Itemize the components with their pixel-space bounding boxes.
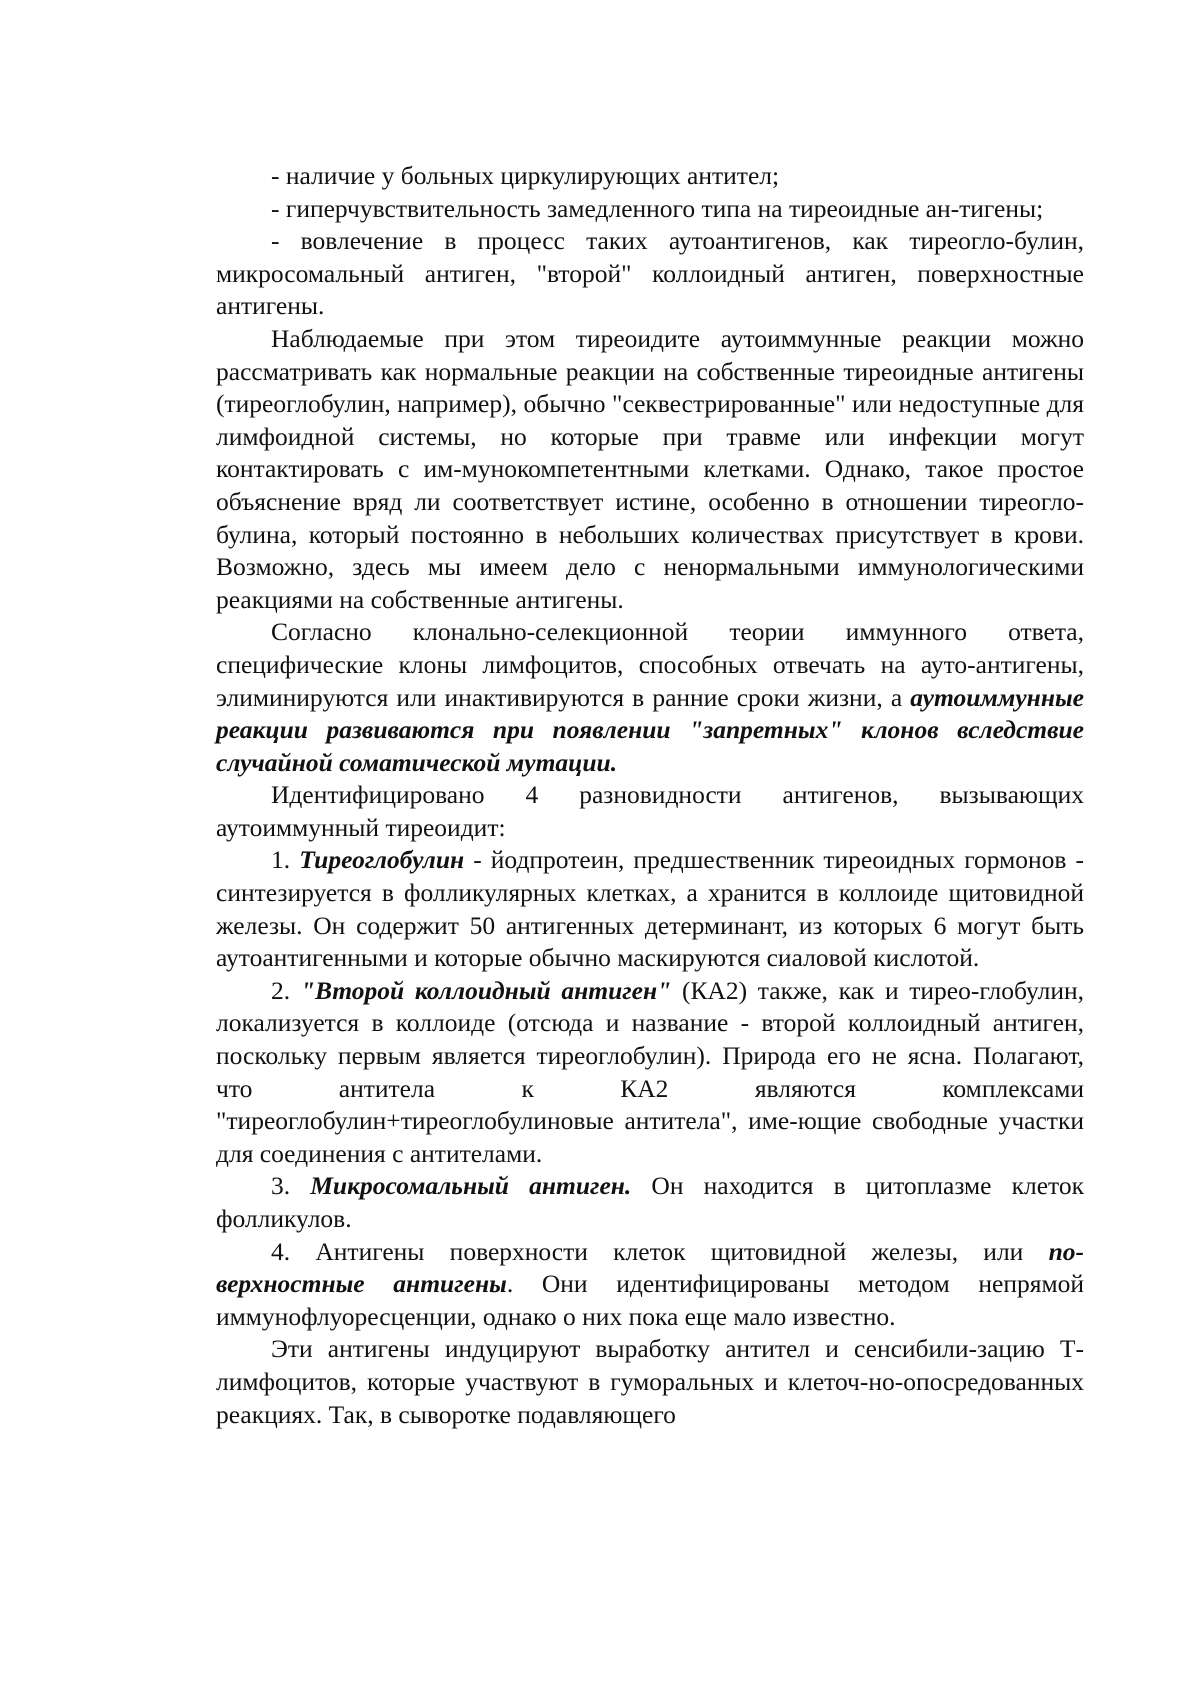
paragraph-antibody-production: Эти антигены индуцируют выработку антител и сенсибили-зацию Т-лимфоцитов, которые участвуют в гуморальных и клеточ-но-опосредованных реакциях. Так, в сыворотке подавляющего: [216, 1334, 1084, 1429]
document-page: [216, 160, 1084, 1431]
antigen-pre-text: Антигены поверхности клеток щитовидной железы, или: [315, 1236, 1049, 1266]
antigen-number: 2.: [271, 975, 301, 1005]
clonal-selection-text: Согласно клонально-селекционной теории иммунного ответа, специфические клоны лимфоцитов, способных отвечать на ауто-антигены, элиминируются или инактивируются в ранние сроки жизни, а: [216, 617, 1084, 712]
list-item-delayed-hypersensitivity: - гиперчувствительность замедленного типа на тиреоидные ан-тигены;: [271, 193, 1044, 223]
paragraph-clonal-selection: [216, 616, 1084, 779]
antigen-term: по-верхностные антигены: [216, 1236, 1084, 1299]
antigen-term: Микросомальный антиген.: [310, 1171, 632, 1201]
antigen-number: 1.: [271, 845, 300, 875]
antigen-number: 4.: [271, 1236, 316, 1266]
antigen-term: Тиреоглобулин: [299, 845, 465, 875]
list-item-circulating-antibodies: - наличие у больных циркулирующих антител;: [271, 161, 780, 190]
antigen-number: 3.: [271, 1171, 311, 1201]
paragraph-autoimmune-reactions: Наблюдаемые при этом тиреоидите аутоиммунные реакции можно рассматривать как нормальные реакции на собственные тиреоидные антигены (тиреоглобулин, например), обычно "секвестрированные" или недоступные для лимфоидной системы, но которые при травме или инфекции могут контактировать с им-мунокомпетентными клетками. Однако, такое простое объяснение вряд ли соответствует истине, особенно в отношении тиреогло-булина, который постоянно в небольших количествах присутствует в крови. Возможно, здесь мы имеем дело с ненормальными иммунологическими реакциями на собственные антигены.: [216, 323, 1084, 614]
clonal-selection-emphasis: аутоиммунные реакции развиваются при появлении "запретных" клонов вследствие случайной соматической мутации.: [216, 682, 1084, 777]
antigen-term: "Второй коллоидный антиген": [300, 975, 672, 1005]
antigen-item-surface: [216, 1236, 1084, 1334]
antigen-item-microsomal: [216, 1170, 1084, 1235]
paragraph-antigen-varieties: Идентифицировано 4 разновидности антигенов, вызывающих аутоиммунный тиреоидит:: [216, 780, 1084, 842]
antigen-description: Он находится в цитоплазме клеток фолликулов.: [216, 1171, 1084, 1233]
antigen-description: . Они идентифицированы методом непрямой иммунофлуоресценции, однако о них пока еще мало известно.: [216, 1269, 1085, 1331]
antigen-description: (КА2) также, как и тирео-глобулин, локализуется в коллоиде (отсюда и название - второй коллоидный антиген, поскольку первым является тиреоглобулин). Природа его не ясна. Полагают, что антитела к КА2 являются комплексами "тиреоглобулин+тиреоглобулиновые антитела", име-ющие свободные участки для соединения с антителами.: [216, 975, 1085, 1168]
antigen-description: - йодпротеин, предшественник тиреоидных гормонов - синтезируется в фолликулярных клетках, а хранится в коллоиде щитовидной железы. Он содержит 50 антигенных детерминант, из которых 6 могут быть аутоантигенными и которые обычно маскируются сиаловой кислотой.: [216, 845, 1085, 973]
antigen-item-second-colloid: [216, 975, 1084, 1171]
list-item-autoantigens-involvement: - вовлечение в процесс таких аутоантигенов, как тиреогло-булин, микросомальный антиген, "второй" коллоидный антиген, поверхностные антигены.: [216, 226, 1084, 321]
antigen-item-thyroglobulin: [216, 844, 1084, 974]
